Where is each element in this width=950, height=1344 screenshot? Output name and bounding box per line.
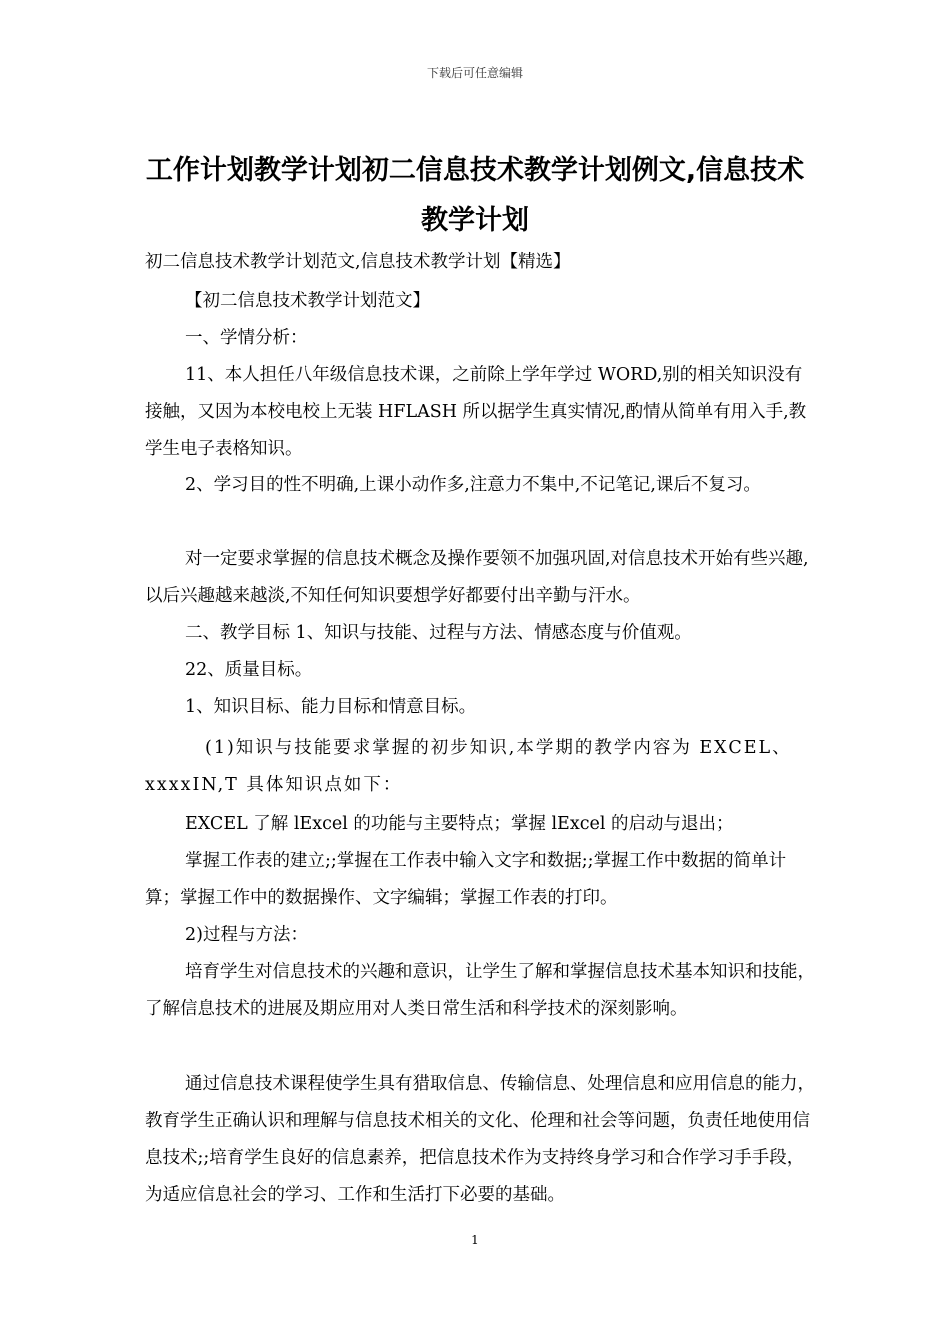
paragraph-knowledge-skills: (1)知识与技能要求掌握的初步知识,本学期的教学内容为 EXCEL、xxxxIN,T 具体知识点如下：	[145, 738, 792, 795]
paragraph-process-1: 培育学生对信息技术的兴趣和意识，让学生了解和掌握信息技术基本知识和技能，了解信息技术的进展及期应用对人类日常生活和科学技术的深刻影响。	[145, 962, 815, 1019]
paragraph-worksheet-points: 掌握工作表的建立;;掌握在工作表中输入文字和数据;;掌握工作中数据的简单计算；掌握工作中的数据操作、文字编辑；掌握工作表的打印。	[145, 851, 787, 908]
paragraph-goals-heading: 二、教学目标 1、知识与技能、过程与方法、情感态度与价值观。	[185, 623, 692, 643]
paragraph-quality-goals: 22、质量目标。	[185, 660, 313, 680]
document-title: 工作计划教学计划初二信息技术教学计划例文,信息技术教学计划	[145, 155, 805, 236]
paragraph-knowledge-goals: 1、知识目标、能力目标和情意目标。	[185, 697, 477, 717]
paragraph-process-heading: 2)过程与方法：	[185, 925, 308, 945]
header-note: 下载后可任意编辑	[426, 66, 523, 80]
page-number: 1	[471, 1233, 479, 1247]
paragraph-analysis-heading: 一、学情分析：	[185, 328, 308, 348]
paragraph-subtitle: 初二信息技术教学计划范文,信息技术教学计划【精选】	[145, 252, 571, 272]
paragraph-section-heading: 【初二信息技术教学计划范文】	[185, 291, 430, 311]
paragraph-excel-points: EXCEL 了解 lExcel 的功能与主要特点；掌握 lExcel 的启动与退出；	[185, 814, 734, 834]
paragraph-analysis-1: 11、本人担任八年级信息技术课，之前除上学年学过 WORD,别的相关知识没有接触，又因为本校电校上无装 HFLASH 所以据学生真实情况,酌情从简单有用入手,教学生电子表格知识。	[145, 365, 807, 459]
paragraph-analysis-3: 对一定要求掌握的信息技术概念及操作要领不加强巩固,对信息技术开始有些兴趣,以后兴趣越来越淡,不知任何知识要想学好都要付出辛勤与汗水。	[145, 549, 809, 606]
paragraph-process-2: 通过信息技术课程使学生具有猎取信息、传输信息、处理信息和应用信息的能力，教育学生正确认识和理解与信息技术相关的文化、伦理和社会等问题，负责任地使用信息技术;;培育学生良好的信息素养，把信息技术作为支持终身学习和合作学习手手段，为适应信息社会的学习、工作和生活打下必要的基础。	[145, 1074, 815, 1205]
paragraph-analysis-2: 2、学习目的性不明确,上课小动作多,注意力不集中,不记笔记,课后不复习。	[185, 475, 761, 495]
